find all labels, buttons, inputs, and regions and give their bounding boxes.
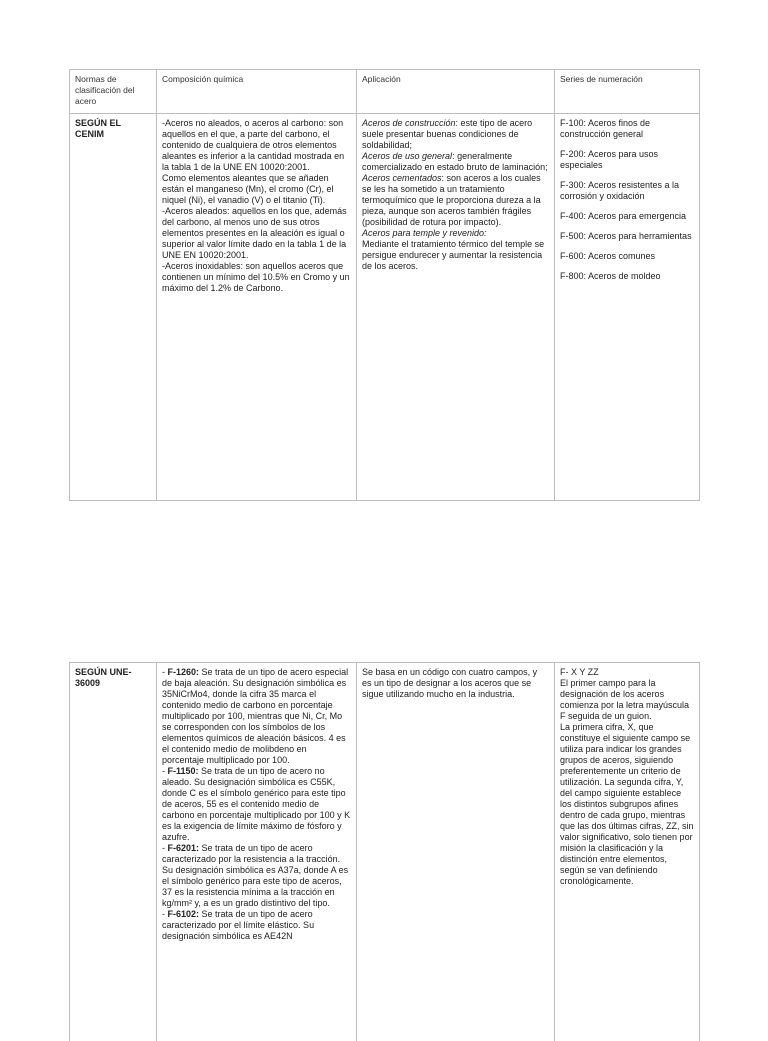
aplicacion-text: : son aceros a los cuales se les ha sometido a un tratamiento termoquímico que le proporciona dureza a la pieza, aunque son aceros también frágiles (posibilidad de rotura por impacto).: [362, 173, 541, 227]
table-row: [70, 663, 700, 1041]
cell-composicion: [157, 663, 357, 1041]
aplicacion-term: Aceros cementados: [362, 173, 442, 183]
table-row: [70, 114, 700, 501]
aplicacion-term: Aceros de uso general: [362, 151, 452, 161]
classification-table-cenim: [69, 69, 700, 501]
steel-description: Se trata de un tipo de acero caracterizado por la resistencia a la tracción. Su designación simbólica es A37a, donde A es el símbolo genérico para este tipo de aceros, 37 es la resistencia mínima a la tracción en kg/mm² y, a es un grado distintivo del tipo.: [162, 843, 348, 908]
classification-table-une: [69, 662, 700, 1041]
header-aplicacion: Aplicación: [357, 70, 555, 114]
aplicacion-entry: [362, 151, 549, 173]
steel-code: F-6201:: [168, 843, 200, 853]
composicion-paragraph: -Aceros inoxidables: son aquellos aceros que contienen un mínimo del 10.5% en Cromo y un máximo del 1.2% de Carbono.: [162, 261, 351, 294]
aplicacion-term: Aceros para temple y revenido: [362, 228, 484, 238]
row-label-cenim: SEGÚN EL CENIM: [70, 114, 157, 501]
aplicacion-text: Mediante el tratamiento térmico del temple se persigue endurecer y aumentar la resistencia de los aceros.: [362, 239, 544, 271]
cell-aplicacion: [357, 114, 555, 501]
composicion-entry: - F-1150: Se trata de un tipo de acero no aleado. Su designación simbólica es C55K, donde C es el símbolo genérico para este tipo de aceros, 55 es el contenido medio de carbono en porcentaje multiplicado por 100 y K es la exigencia de límite máximo de fósforo y azufre.: [162, 766, 351, 843]
aplicacion-entry: [362, 239, 549, 272]
composicion-paragraph: -Aceros aleados: aquellos en los que, además del carbono, al menos uno de sus otros elementos presentes en la aleación es igual o superior al valor límite dado en la tabla 1 de la UNE EN 10020:2001.: [162, 206, 351, 261]
series-item: F-500: Aceros para herramientas: [560, 231, 694, 242]
header-composicion: Composición química: [157, 70, 357, 114]
cell-aplicacion: Se basa en un código con cuatro campos, y es un tipo de designar a los aceros que se sigue utilizando mucho en la industria.: [357, 663, 555, 1041]
steel-description: Se trata de un tipo de acero caracterizado por el límite elástico. Su designación simbólica es AE42N: [162, 909, 314, 941]
composicion-entry: - F-6102: Se trata de un tipo de acero caracterizado por el límite elástico. Su designación simbólica es AE42N: [162, 909, 351, 942]
header-series: Series de numeración: [555, 70, 700, 114]
aplicacion-term: Aceros de construcción: [362, 118, 456, 128]
aplicacion-text: : este tipo de acero suele presentar buenas condiciones de soldabilidad;: [362, 118, 532, 150]
aplicacion-entry: [362, 118, 549, 151]
aplicacion-text: :: [484, 228, 487, 238]
composicion-entry: - F-6201: Se trata de un tipo de acero caracterizado por la resistencia a la tracción. Su designación simbólica es A37a, donde A es el símbolo genérico para este tipo de aceros, 37 es la resistencia mínima a la tracción en kg/mm² y, a es un grado distintivo del tipo.: [162, 843, 351, 909]
steel-code: F-6102:: [168, 909, 200, 919]
steel-code: F-1260:: [168, 667, 200, 677]
cell-series: [555, 114, 700, 501]
series-item: F-600: Aceros comunes: [560, 251, 694, 262]
aplicacion-text: : generalmente comercializado en estado bruto de laminación;: [362, 151, 548, 172]
row-label-une: SEGÚN UNE-36009: [70, 663, 157, 1041]
cell-series: [555, 663, 700, 1041]
composicion-paragraph: -Aceros no aleados, o aceros al carbono: son aquellos en el que, a parte del carbono, el contenido de cualquiera de otros elementos aleantes es inferior a la cantidad mostrada en la tabla 1 de la UNE EN 10020:2001.: [162, 118, 351, 173]
series-item: F-300: Aceros resistentes a la corrosión y oxidación: [560, 180, 694, 202]
aplicacion-entry: [362, 228, 549, 239]
table-header-row: [70, 70, 700, 114]
series-item: F-100: Aceros finos de construcción general: [560, 118, 694, 140]
series-item: F-800: Aceros de moldeo: [560, 271, 694, 282]
cell-composicion: [157, 114, 357, 501]
series-explanation: El primer campo para la designación de los aceros comienza por la letra mayúscula F seguida de un guion.: [560, 678, 694, 722]
composicion-entry: - F-1260: Se trata de un tipo de acero especial de baja aleación. Su designación simbólica es 35NiCrMo4, donde la cifra 35 marca el contenido medio de carbono en porcentaje multiplicado por 100, mientras que Ni, Cr, Mo se corresponden con los símbolos de los elementos químicos de aleación básicos. 4 es el contenido medio de molibdeno en porcentaje multiplicado por 100.: [162, 667, 351, 766]
aplicacion-entry: [362, 173, 549, 228]
steel-description: Se trata de un tipo de acero especial de baja aleación. Su designación simbólica es 35NiCrMo4, donde la cifra 35 marca el contenido medio de carbono en porcentaje multiplicado por 100, mientras que Ni, Cr, Mo se corresponden con los símbolos de los elementos químicos de aleación básicos. 4 es el contenido medio de molibdeno en porcentaje multiplicado por 100.: [162, 667, 348, 765]
series-item: F-400: Aceros para emergencia: [560, 211, 694, 222]
composicion-paragraph: Como elementos aleantes que se añaden están el manganeso (Mn), el cromo (Cr), el niquel (Ni), el vanadio (V) o el titanio (Ti).: [162, 173, 351, 206]
steel-description: Se trata de un tipo de acero no aleado. Su designación simbólica es C55K, donde C es el símbolo genérico para este tipo de aceros, 55 es el contenido medio de carbono en porcentaje multiplicado por 100 y K es la exigencia de límite máximo de fósforo y azufre.: [162, 766, 350, 842]
series-format: F- X Y ZZ: [560, 667, 694, 678]
series-explanation: La primera cifra, X, que constituye el siguiente campo se utiliza para indicar los grandes grupos de aceros, siguiendo preferentemente un criterio de utilización. La segunda cifra, Y, del campo siguiente establece los distintos subgrupos afines dentro de cada grupo, mientras que las dos últimas cifras, ZZ, sin valor significativo, solo tienen por misión la clasificación y la distinción entre elementos, según se van definiendo cronológicamente.: [560, 722, 694, 887]
series-item: F-200: Aceros para usos especiales: [560, 149, 694, 171]
steel-code: F-1150:: [168, 766, 199, 776]
header-normas: Normas de clasificación del acero: [70, 70, 157, 114]
